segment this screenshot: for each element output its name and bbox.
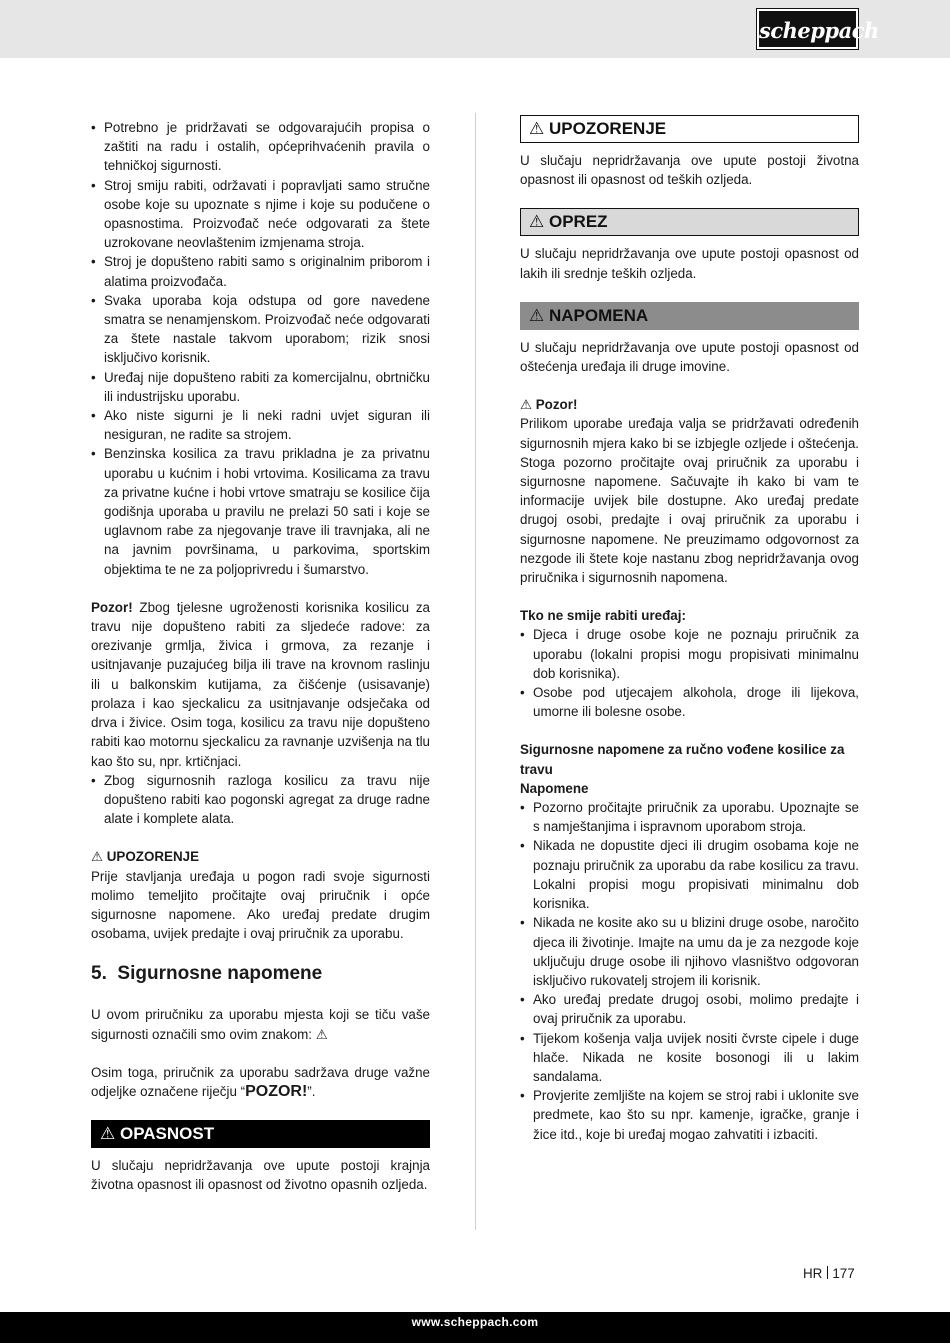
intro-text: U ovom priručniku za uporabu mjesta koji se tiču vaše sigurnosti označili smo ovim znakom: ⚠: [91, 1007, 430, 1042]
warning-text: Prije stavljanja uređaja u pogon radi svoje sigurnosti molimo temeljito pročitajte ovaj priručnik i opće sigurnosne napomene. Ako uređaj predate drugim osobama, uvijek predajte i ovaj priručnik za uporabu.: [91, 868, 430, 942]
page-number: HR 177: [803, 1266, 855, 1281]
napomena-text: U slučaju nepridržavanja ove upute postoji opasnost od oštećenja uređaja ili druge imovine.: [520, 339, 859, 375]
list-item: • Pozorno pročitajte priručnik za uporabu. Upoznajte se s namještanjima i ispravnom uporabom stroja.: [520, 798, 859, 836]
scheppach-logo: scheppach: [757, 9, 858, 49]
warning-triangle-icon: ⚠: [100, 1124, 116, 1144]
warning-triangle-icon: ⚠: [91, 849, 104, 865]
safety-heading: Sigurnosne napomene za ručno vođene kosilice za travu: [520, 742, 845, 777]
list-item: • Stroj smiju rabiti, održavati i popravljati samo stručne osobe koje su upoznate s njime i koje su podučene o opasnostima. Proizvođač neće odgovarati za štete uzrokovane neovlaštenim izmjenama stroja.: [91, 176, 430, 253]
pozor-text: Zbog tjelesne ugroženosti korisnika kosilicu za travu nije dopušteno rabiti za sljedeće radove: za orezivanje grmlja, živica i grmova, za rezanje i usitnjavanje puzajućeg bilja ili trave na krovnom raslinju ili u balkonskim kutijama, za čišćenje (usisavanje) prolaza i kao sjeckalicu za usitnjavanje odsječaka od drva i živice. Osim toga, kosilicu za travu nije dopušteno rabiti kao motornu sjeckalicu za ravnanje uzvišenja na tlu kao što su, npr. krtičnjaci.: [91, 599, 430, 769]
warning-inline-heading: ⚠ UPOZORENJE: [91, 849, 200, 865]
pozor-text: Prilikom uporabe uređaja valja se pridržavati određenih sigurnosnih mjera kako bi se izbjegle ozljede i oštećenja. Stoga pozorno pročitajte ovaj priručnik za uporabu i sigurnosne napomene. Sačuvajte ih kako bi vam te informacije uvijek bile dostupne. Ako uređaj predate drugoj osobi, predajte i ovaj priručnik za uporabu i sigurnosne napomene. Ne preuzimamo odgovornost za nezgode ili štete koje nastanu zbog nepridržavanja ovog priručnika i sigurnosnih napomena.: [520, 416, 859, 586]
warning-triangle-icon: ⚠: [520, 397, 533, 413]
list-item: • Potrebno je pridržavati se odgovarajućih propisa o zaštiti na radu i ostalih, općeprihvaćenih pravila o tehničkoj sigurnosti.: [91, 118, 430, 176]
notes-list: [520, 798, 859, 1144]
list-item: • Nikada ne dopustite djeci ili drugim osobama koje ne poznaju priručnik za uporabu da rabe kosilicu za travu. Lokalni propisi mogu propisivati minimalnu dob korisnika.: [520, 836, 859, 913]
intro2-paragraph: Osim toga, priručnik za uporabu sadržava druge važne odjeljke označene riječju “POZOR!”.: [91, 1064, 430, 1100]
list-item: • Osobe pod utjecajem alkohola, droge ili lijekova, umorne ili bolesne osobe.: [520, 683, 859, 721]
list-item: • Ako niste sigurni je li neki radni uvjet siguran ili nesiguran, ne radite sa strojem.: [91, 406, 430, 444]
warning-triangle-icon: ⚠: [529, 305, 545, 325]
napomena-heading-box: ⚠ NAPOMENA: [520, 302, 859, 330]
section-heading: 5. Sigurnosne napomene: [91, 963, 323, 985]
list-item: • Benzinska kosilica za travu prikladna je za privatnu uporabu u kućnim i hobi vrtovima. Kosilicama za travu za privatne kućne i hobi vrtove smatraju se kosilice čija godišnja uporaba u pravilu ne prelazi 50 sati i koje se uglavnom rabe za njegovanje trave ili travnjaka, ali ne na javnim površinama, u parkovima, sportskim objektima te ne za poljoprivredu i šumarstvo.: [91, 444, 430, 578]
footer-bar: [0, 1312, 950, 1343]
opasnost-text: U slučaju nepridržavanja ove upute postoji krajnja životna opasnost ili opasnost od životno opasnih ozljeda.: [91, 1158, 430, 1193]
upozorenje-heading-box: ⚠ UPOZORENJE: [520, 115, 859, 143]
opasnost-heading-box: ⚠ OPASNOST: [91, 1120, 430, 1148]
footer-url: www.scheppach.com: [411, 1315, 539, 1329]
pozor-heading: ⚠ Pozor!: [520, 397, 578, 413]
who-list: [520, 625, 859, 721]
oprez-text: U slučaju nepridržavanja ove upute postoji opasnost od lakih ili srednje teških ozljeda.: [520, 246, 859, 281]
warning-triangle-icon: ⚠: [529, 212, 545, 232]
list-item: • Uređaj nije dopušteno rabiti za komercijalnu, obrtničku ili industrijsku uporabu.: [91, 368, 430, 406]
list-item: • Provjerite zemljište na kojem se stroj rabi i uklonite sve predmete, kao što su npr. kamenje, igračke, granje i žice itd., koje bi uređaj mogao zahvatiti i izbaciti.: [520, 1086, 859, 1144]
pozor-label: Pozor!: [91, 599, 133, 615]
warning-triangle-icon: ⚠: [529, 119, 545, 138]
list-item: • Tijekom košenja valja uvijek nositi čvrste cipele i duge hlače. Nikada ne kosite bosonogi ili u lakim sandalama.: [520, 1029, 859, 1087]
list-item: • Svaka uporaba koja odstupa od gore navedene smatra se nenamjenskom. Proizvođač neće odgovarati za štete nastale takvom uporabom; rizik snosi isključivo korisnik.: [91, 291, 430, 368]
list-item: • Nikada ne kosite ako su u blizini druge osobe, naročito djeca ili životinje. Imajte na umu da je za nezgode koje uključuju druge osobe ili njihovo vlasništvo odgovoran isključivo rukovatelj strojem ili korisnik.: [520, 913, 859, 990]
right-column: [520, 115, 859, 1144]
top-header-bar: [0, 0, 950, 58]
list-item: • Zbog sigurnosnih razloga kosilicu za travu nije dopušteno rabiti kao pogonski agregat za druge radne alate i komplete alata.: [91, 771, 430, 829]
upozorenje-text: U slučaju nepridržavanja ove upute postoji životna opasnost ili opasnost od teških ozljeda.: [520, 153, 859, 188]
safety-reason-list: [91, 771, 430, 829]
notes-heading: Napomene: [520, 780, 589, 796]
left-column: [91, 118, 430, 1195]
pozor-paragraph: [91, 598, 430, 771]
column-divider: [475, 113, 476, 1230]
usage-rules-list: [91, 118, 430, 579]
oprez-heading-box: ⚠ OPREZ: [520, 208, 859, 236]
list-item: • Ako uređaj predate drugoj osobi, molimo predajte i ovaj priručnik za uporabu.: [520, 990, 859, 1028]
list-item: • Djeca i druge osobe koje ne poznaju priručnik za uporabu (lokalni propisi mogu propisivati minimalnu dob korisnika).: [520, 625, 859, 683]
who-heading: Tko ne smije rabiti uređaj:: [520, 608, 686, 624]
list-item: • Stroj je dopušteno rabiti samo s originalnim priborom i alatima proizvođača.: [91, 252, 430, 290]
